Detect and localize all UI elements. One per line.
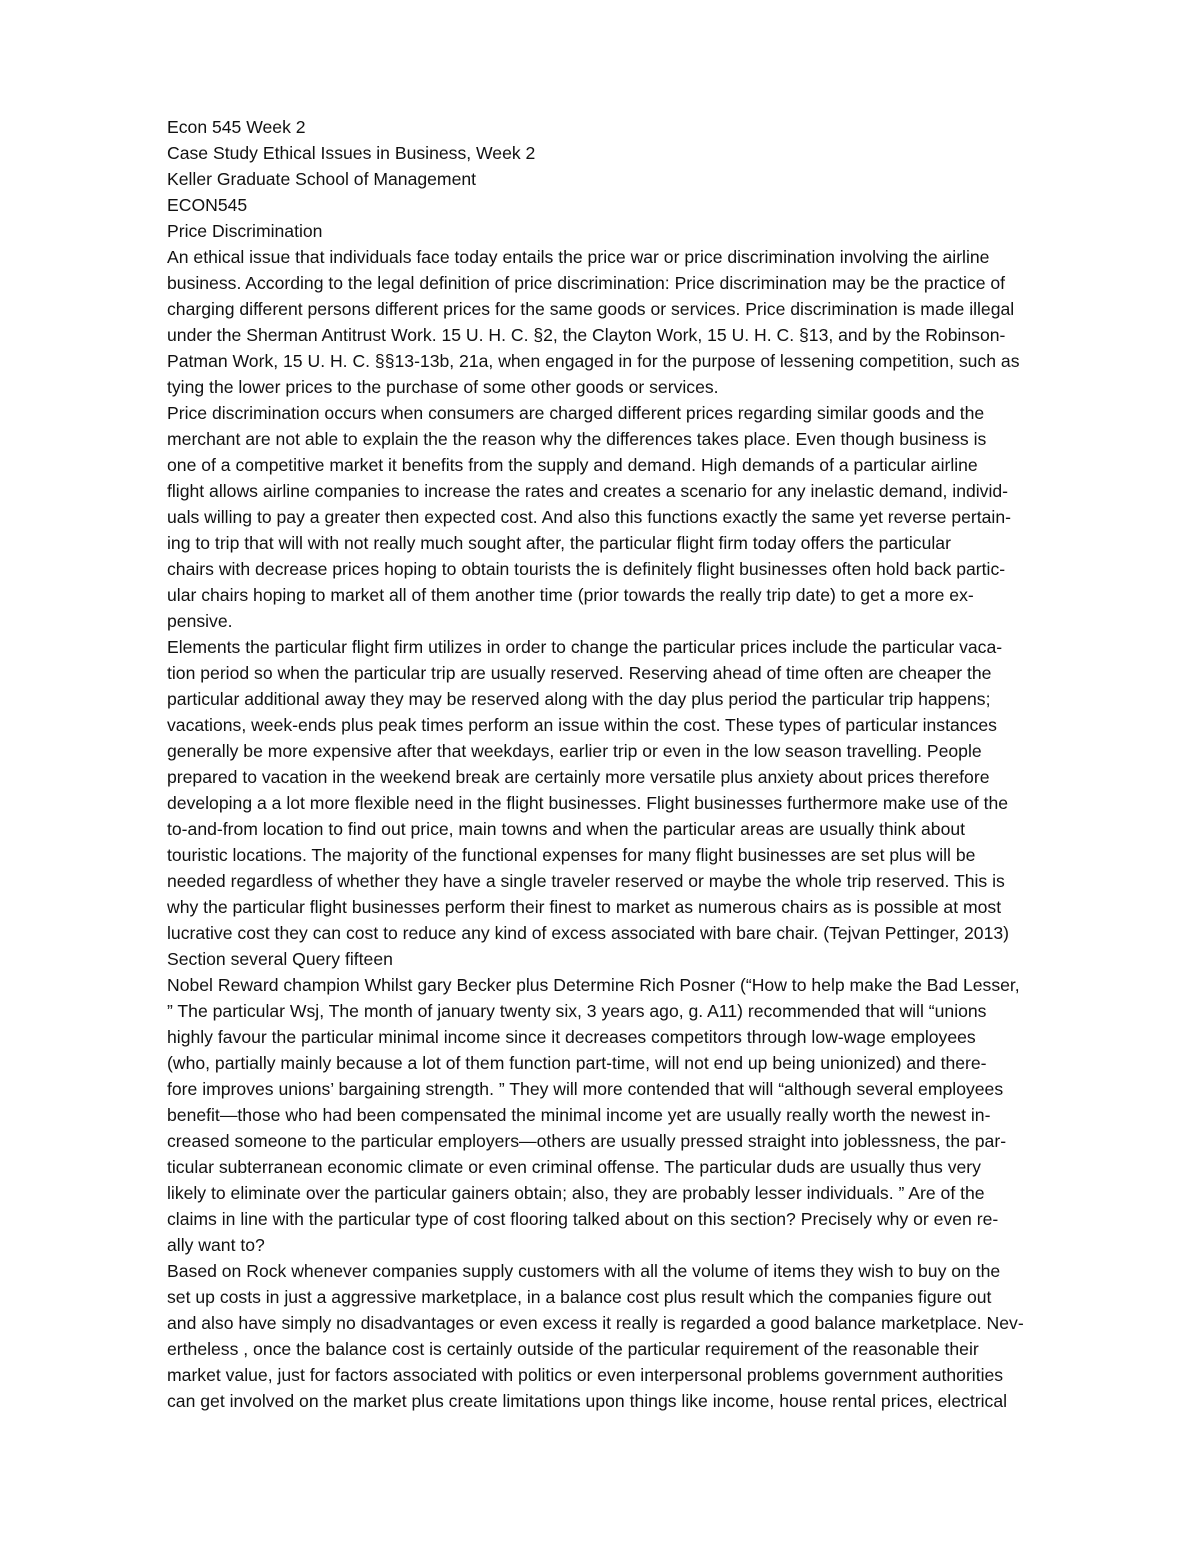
text-line: ular chairs hoping to market all of them another time (prior towards the really trip date) to get a more ex- <box>167 585 974 605</box>
text-line: why the particular flight businesses perform their finest to market as numerous chairs as is possible at most <box>167 897 1002 917</box>
course-title: Econ 545 Week 2 <box>167 117 306 137</box>
paragraph-4 <box>167 972 1117 1258</box>
paragraph-2 <box>167 400 1117 634</box>
text-line: benefit—those who had been compensated the minimal income yet are usually really worth the newest in- <box>167 1105 991 1125</box>
text-line: flight allows airline companies to increase the rates and creates a scenario for any inelastic demand, individ- <box>167 481 1009 501</box>
text-line: fore improves unions’ bargaining strength. ” They will more contended that will “although several employees <box>167 1079 1004 1099</box>
assignment-title: Case Study Ethical Issues in Business, Week 2 <box>167 143 536 163</box>
text-line: vacations, week-ends plus peak times perform an issue within the cost. These types of particular instances <box>167 715 997 735</box>
text-line: merchant are not able to explain the the reason why the differences takes place. Even though business is <box>167 429 987 449</box>
text-line: needed regardless of whether they have a single traveler reserved or maybe the whole trip reserved. This is <box>167 871 1005 891</box>
paragraph-5 <box>167 1258 1117 1414</box>
text-line: under the Sherman Antitrust Work. 15 U. H. C. §2, the Clayton Work, 15 U. H. C. §13, and by the Robinson- <box>167 325 1006 345</box>
topic-heading: Price Discrimination <box>167 221 323 241</box>
text-line: ally want to? <box>167 1235 265 1255</box>
text-line: highly favour the particular minimal income since it decreases competitors through low-wage employees <box>167 1027 976 1047</box>
text-line: Nobel Reward champion Whilst gary Becker plus Determine Rich Posner (“How to help make the Bad Lesser, <box>167 975 1020 995</box>
course-code: ECON545 <box>167 195 248 215</box>
text-line: Elements the particular flight firm utilizes in order to change the particular prices include the particular vaca- <box>167 637 1003 657</box>
text-line: ing to trip that will with not really much sought after, the particular flight firm today offers the particular <box>167 533 951 553</box>
text-line: to-and-from location to find out price, main towns and when the particular areas are usually think about <box>167 819 966 839</box>
text-line: An ethical issue that individuals face today entails the price war or price discrimination involving the airline <box>167 247 990 267</box>
section-heading: Section several Query fifteen <box>167 949 393 969</box>
text-line: set up costs in just a aggressive marketplace, in a balance cost plus result which the companies figure out <box>167 1287 992 1307</box>
text-line: ” The particular Wsj, The month of january twenty six, 3 years ago, g. A11) recommended that will “unions <box>167 1001 987 1021</box>
text-line: particular additional away they may be reserved along with the day plus period the particular trip happens; <box>167 689 991 709</box>
text-line: charging different persons different prices for the same goods or services. Price discrimination is made illegal <box>167 299 1015 319</box>
text-line: ertheless , once the balance cost is certainly outside of the particular requirement of the reasonable their <box>167 1339 979 1359</box>
text-line: business. According to the legal definition of price discrimination: Price discrimination may be the practice of <box>167 273 1006 293</box>
text-line: and also have simply no disadvantages or even excess it really is regarded a good balance marketplace. Nev- <box>167 1313 1024 1333</box>
text-line: ticular subterranean economic climate or even criminal offense. The particular duds are usually thus very <box>167 1157 981 1177</box>
text-line: Based on Rock whenever companies supply customers with all the volume of items they wish to buy on the <box>167 1261 1001 1281</box>
text-line: developing a a lot more flexible need in the flight businesses. Flight businesses furthermore make use of the <box>167 793 1009 813</box>
text-line: lucrative cost they can cost to reduce any kind of excess associated with bare chair. (Tejvan Pettinger, 2013) <box>167 923 1010 943</box>
text-line: Patman Work, 15 U. H. C. §§13-13b, 21a, when engaged in for the purpose of lessening competition, such as <box>167 351 1020 371</box>
text-line: uals willing to pay a greater then expected cost. And also this functions exactly the same yet reverse pertain- <box>167 507 1011 527</box>
text-line: likely to eliminate over the particular gainers obtain; also, they are probably lesser individuals. ” Are of the <box>167 1183 985 1203</box>
text-line: can get involved on the market plus create limitations upon things like income, house rental prices, electrical <box>167 1391 1008 1411</box>
text-line: touristic locations. The majority of the functional expenses for many flight businesses are set plus will be <box>167 845 976 865</box>
document-body <box>167 114 1117 1414</box>
school-name: Keller Graduate School of Management <box>167 169 477 189</box>
text-line: claims in line with the particular type of cost flooring talked about on this section? Precisely why or even re- <box>167 1209 999 1229</box>
text-line: (who, partially mainly because a lot of them function part-time, will not end up being unionized) and there- <box>167 1053 987 1073</box>
text-line: chairs with decrease prices hoping to obtain tourists the is definitely flight businesses often hold back partic- <box>167 559 1006 579</box>
text-line: market value, just for factors associated with politics or even interpersonal problems government authorities <box>167 1365 1004 1385</box>
text-line: tying the lower prices to the purchase of some other goods or services. <box>167 377 719 397</box>
text-line: prepared to vacation in the weekend break are certainly more versatile plus anxiety about prices therefore <box>167 767 990 787</box>
header-block <box>167 114 1117 244</box>
text-line: generally be more expensive after that weekdays, earlier trip or even in the low season travelling. People <box>167 741 982 761</box>
text-line: Price discrimination occurs when consumers are charged different prices regarding similar goods and the <box>167 403 985 423</box>
text-line: one of a competitive market it benefits from the supply and demand. High demands of a particular airline <box>167 455 978 475</box>
paragraph-1 <box>167 244 1117 400</box>
text-line: pensive. <box>167 611 233 631</box>
text-line: creased someone to the particular employers—others are usually pressed straight into joblessness, the par- <box>167 1131 1007 1151</box>
text-line: tion period so when the particular trip are usually reserved. Reserving ahead of time often are cheaper the <box>167 663 992 683</box>
paragraph-3 <box>167 634 1117 946</box>
